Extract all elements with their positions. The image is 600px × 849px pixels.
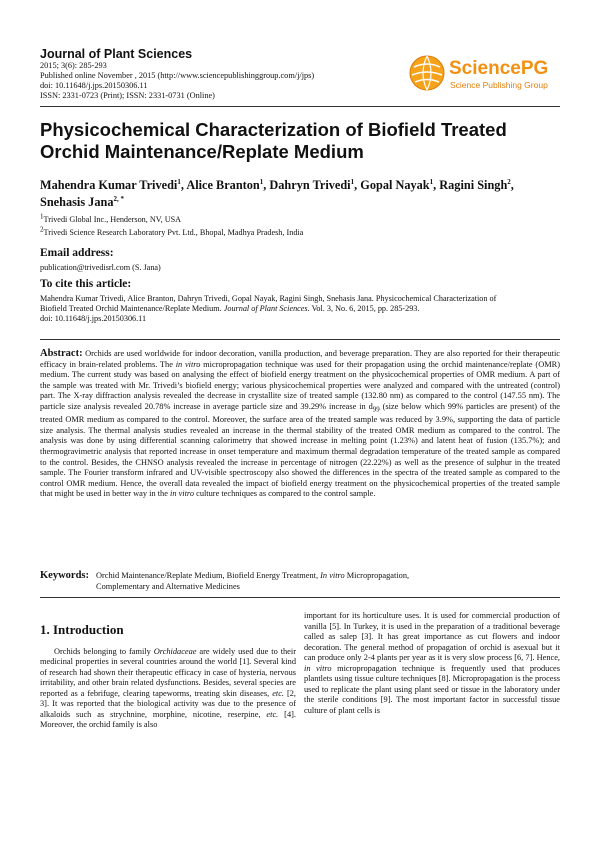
keywords-terms: Orchid Maintenance/Replate Medium, Biofield Energy Treatment, In vitro Micropropagation, Complementary and Alternative Medicines [96,571,410,591]
author-list [40,177,560,211]
globe-icon [410,56,444,90]
abstract: Abstract: Orchids are used worldwide for indoor decoration, vanilla production, and beverage preparation. They are also reported for their therapeutic efficacy in brain-related problems. The in vitro micropropagation technique was used for their propagation using the orchid maintenance/replate (OMR) medium. The current study was based on analysing the effect of biofield energy treatment on the physicochemical properties of OMR medium. A part of the sample was treated with Mr. Trivedi’s biofield energy; various physicochemical properties were analyzed and compared with the untreated (control) part. The X-ray diffraction analysis revealed the decrease in crystallite size of treated sample (132.80 nm) as compared to the control (147.55 nm). The particle size analysis revealed 20.78% increase in average particle size and 39.29% increase in $d_{99}$ (size below which 99% particles are present) of the treated OMR medium as compared to the control. Moreover, the surface area of the treated sample was reduced by 3.9%, supporting the data of particle size analysis. The thermal analysis studies revealed an increase in the thermal stability of the treated OMR medium as compared to the control. The analysis was done by using differential scanning calorimetry that showed increase in melting point (1.23%) and latent heat of fusion (135.7%); and thermogravimetric analysis that reported increase in onset temperature and maximum thermal degradation temperature of the treated sample as compared to the control. Besides, the CHNSO analysis revealed the increase in percentage of nitrogen (22.22%) as well as the presence of sulphur in the treated sample. The Fourier transform infrared and UV-visible spectroscopy also showed the differences in the spectra of the treated sample as compared to the control OMR medium. Hence, the overall data revealed the impact of biofield energy treatment on the physicochemical properties of the treated sample that might be used in better way in the in vitro culture techniques as compared to the control sample. [40,348,560,499]
publication-info [40,61,314,101]
author-6: Snehasis Jana$^{2, *}$ [40,194,124,209]
citation-text [40,294,560,324]
citation-line-2: Biofield Treated Orchid Maintenance/Replate Medium. Journal of Plant Sciences. Vol. 3, No. 6, 2015, pp. 285-293. [40,304,420,313]
volume-pages: 2015; 3(6): 285-293 [40,61,107,70]
affiliation-2: $^2$Trivedi Science Research Laboratory Pvt. Ltd., Bhopal, Madhya Pradesh, India [40,225,304,237]
sciencepg-logo [405,43,565,103]
keywords-bottom-rule [40,597,560,598]
keywords-label: Keywords: [40,570,89,581]
published-online: Published online November , 2015 (http://www.sciencepublishinggroup.com/j/jps) [40,71,315,80]
intro-right-column [304,611,560,716]
paper-title: Physicochemical Characterization of Biofield Treated Orchid Maintenance/Replate Medium [40,119,507,162]
affiliations [40,213,303,239]
intro-paragraph-1: Orchids belonging to family Orchidaceae are widely used due to their medicinal properties in several countries around the world [1]. Several kind of research had shown their therapeutic efficacy in case of hysteria, nervous irritability, and other brain related dysfunctions. Besides, several species are reported as a febrifuge, clearing tapeworms, treating skin diseases, etc. [2, 3]. It was reported that the biological activity was due to the presence of alkaloids such as strychnine, morphine, nicotine, reserpine, etc. [4]. Moreover, the orchid family is also [40,646,297,730]
author-4: Gopal Nayak$^1$, [360,177,440,192]
issn-line: ISSN: 2331-0723 (Print); ISSN: 2331-0731 (Online) [40,91,215,100]
journal-name: Journal of Plant Sciences [40,47,193,61]
header-rule [40,106,560,107]
intro-paragraph-2: important for its horticulture uses. It is used for commercial production of vanilla [5]. In Turkey, it is used in the preparation of a traditional beverage called as salep [3]. It has great importance as cut flowers and indoor decoration. The general method of propagation of orchid is asexual but it can produce only 2-4 plants per year as it is very slow process [6, 7]. Hence, in vitro micropropagation technique is frequently used that produces plantlets using tissue culture techniques [8]. Micropropagation is the process used to replicate the plant using plant seed or tissue in the laboratory under the sterile conditions [9]. The most important factor in successful tissue culture of plant cells is [304,611,560,715]
email-address[interactable]: publication@trivedisrl.com (S. Jana) [40,263,161,272]
affiliation-1: $^1$Trivedi Global Inc., Henderson, NV, USA [40,212,182,224]
author-1: Mahendra Kumar Trivedi$^1$, [40,177,187,192]
intro-heading: 1. Introduction [40,622,124,637]
abstract-top-rule [40,339,560,340]
author-5: Ragini Singh$^2$, [439,177,514,192]
keywords [40,570,560,591]
logo-subtitle: Science Publishing Group [450,80,548,90]
email-heading: Email address: [40,247,114,259]
citation-line-1: Mahendra Kumar Trivedi, Alice Branton, Dahryn Trivedi, Gopal Nayak, Ragini Singh, Snehasis Jana. Physicochemical Characterization of [40,294,497,303]
author-2: Alice Branton$^1$, [186,177,270,192]
abstract-label: Abstract: [40,348,83,359]
cite-heading: To cite this article: [40,278,132,290]
author-3: Dahryn Trivedi$^1$, [269,177,361,192]
citation-doi: doi: 10.11648/j.jps.20150306.11 [40,314,147,323]
doi-line: doi: 10.11648/j.jps.20150306.11 [40,81,148,90]
intro-left-column [40,615,296,731]
logo-brand: SciencePG [449,58,549,79]
